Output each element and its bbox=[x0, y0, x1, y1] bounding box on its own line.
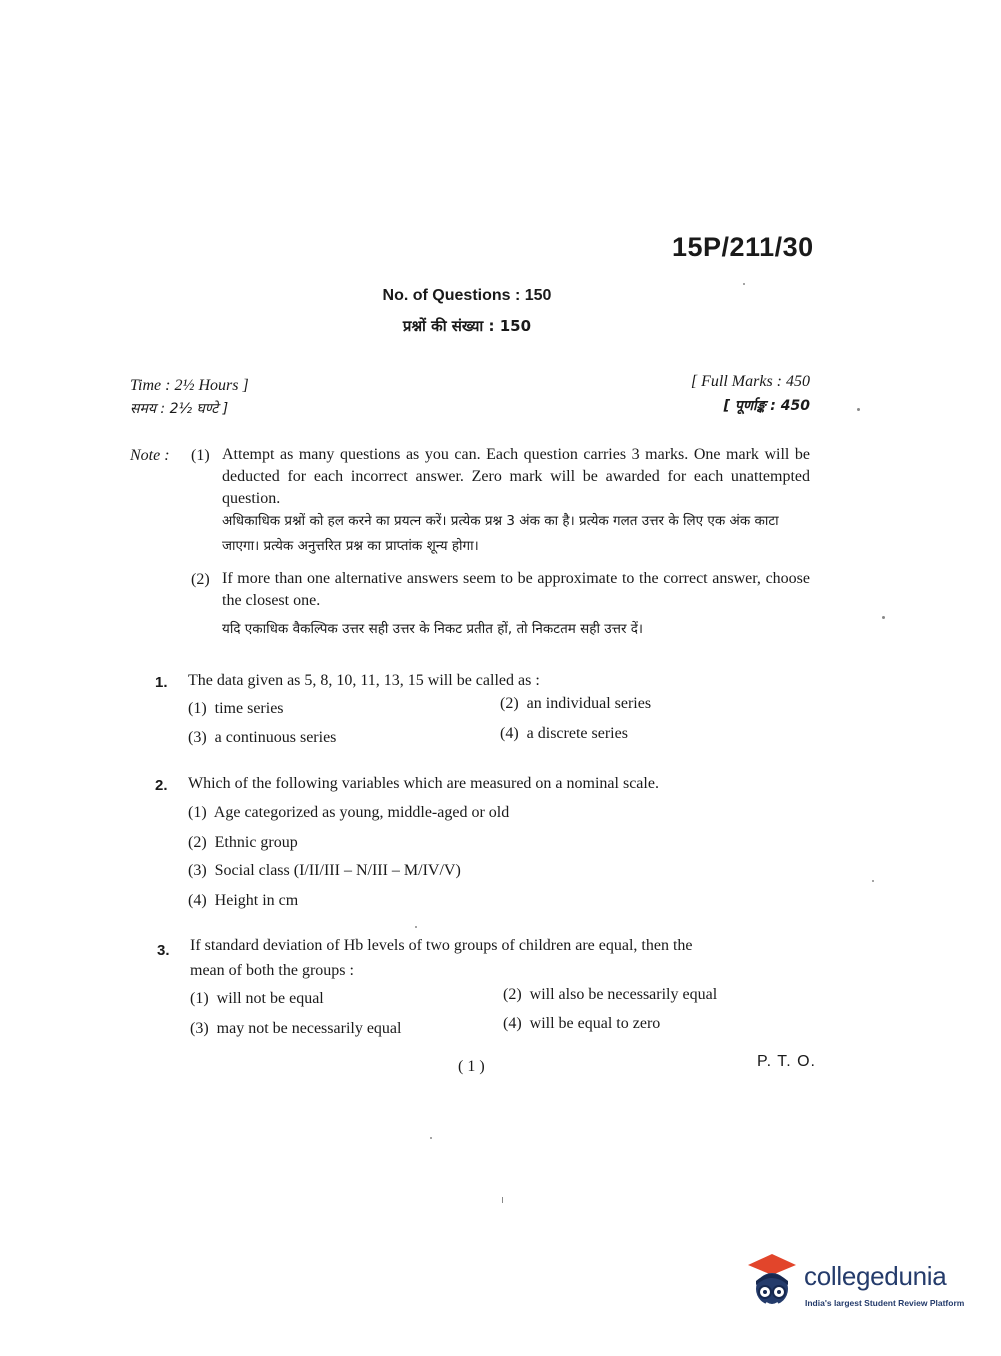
question-text-line-2: mean of both the groups : bbox=[190, 962, 354, 979]
full-marks-en: [ Full Marks : 450 bbox=[690, 373, 810, 390]
paper-code: 15P/211/30 bbox=[672, 232, 814, 262]
option-text: an individual series bbox=[526, 695, 652, 712]
option-number: (2) bbox=[500, 695, 519, 712]
scan-speck bbox=[882, 616, 885, 619]
brand-name: collegedunia bbox=[804, 1261, 947, 1291]
page-number: ( 1 ) bbox=[458, 1058, 485, 1075]
full-marks-hi: [ पूर्णाङ्क : 450 bbox=[723, 398, 810, 414]
option bbox=[500, 695, 651, 713]
option-text: Age categorized as young, middle-aged or old bbox=[213, 804, 510, 821]
option bbox=[188, 804, 509, 822]
option-text: a continuous series bbox=[214, 729, 337, 746]
option-number: (3) bbox=[188, 862, 207, 879]
scan-speck bbox=[743, 283, 745, 285]
number-of-questions-hi: प्रश्नों की संख्या : 150 bbox=[402, 317, 532, 335]
option bbox=[500, 725, 628, 743]
question-number: 3. bbox=[157, 942, 170, 959]
option bbox=[188, 834, 298, 852]
note-item-text-en: If more than one alternative answers seem to be approximate to the correct answer, choose the closest one. bbox=[222, 570, 810, 609]
option-number: (1) bbox=[188, 804, 207, 821]
option-number: (1) bbox=[188, 700, 207, 717]
option-text: will also be necessarily equal bbox=[529, 986, 718, 1003]
question-text: Which of the following variables which are measured on a nominal scale. bbox=[188, 775, 659, 792]
scan-speck bbox=[502, 1197, 503, 1203]
scan-speck bbox=[430, 1137, 432, 1139]
question-number: 1. bbox=[155, 674, 168, 691]
option bbox=[188, 700, 284, 718]
option-number: (2) bbox=[188, 834, 207, 851]
option-number: (2) bbox=[503, 986, 522, 1003]
note-item-text-en: Attempt as many questions as you can. Each question carries 3 marks. One mark will be deducted for each incorrect answer. Zero mark will be awarded for each unattempted question. bbox=[222, 446, 810, 507]
option-number: (1) bbox=[190, 990, 209, 1007]
option-number: (4) bbox=[503, 1015, 522, 1032]
brand-tagline: India's largest Student Review Platform bbox=[805, 1298, 965, 1308]
option-text: will not be equal bbox=[216, 990, 324, 1007]
mascot-icon bbox=[742, 1251, 802, 1315]
option-number: (3) bbox=[188, 729, 207, 746]
pto-label: P. T. O. bbox=[757, 1053, 816, 1070]
scan-speck bbox=[872, 880, 874, 882]
option bbox=[188, 862, 461, 880]
option-text: Social class (I/II/III – N/III – M/IV/V) bbox=[214, 862, 461, 879]
option bbox=[503, 1015, 660, 1033]
option-text: Height in cm bbox=[214, 892, 299, 909]
question-number: 2. bbox=[155, 777, 168, 794]
option-text: time series bbox=[214, 700, 284, 717]
note-item-number: (1) bbox=[191, 447, 210, 464]
option-text: Ethnic group bbox=[214, 834, 298, 851]
option bbox=[188, 892, 298, 910]
option-number: (4) bbox=[188, 892, 207, 909]
number-of-questions-en: No. of Questions : 150 bbox=[382, 287, 552, 304]
note-item-text-hi: यदि एकाधिक वैकल्पिक उत्तर सही उत्तर के निकट प्रतीत हों, तो निकटतम सही उत्तर दें। bbox=[222, 621, 644, 637]
option-text: a discrete series bbox=[526, 725, 628, 742]
option-text: may not be necessarily equal bbox=[216, 1020, 402, 1037]
note-label: Note : bbox=[130, 447, 170, 464]
time-en: Time : 2½ Hours ] bbox=[130, 377, 249, 394]
scan-speck bbox=[415, 926, 417, 928]
note-item-number: (2) bbox=[191, 571, 210, 588]
scan-speck bbox=[857, 408, 860, 411]
option-number: (4) bbox=[500, 725, 519, 742]
option bbox=[190, 990, 324, 1008]
option-number: (3) bbox=[190, 1020, 209, 1037]
option bbox=[190, 1020, 401, 1038]
option bbox=[503, 986, 717, 1004]
question-text: The data given as 5, 8, 10, 11, 13, 15 will be called as : bbox=[188, 672, 540, 689]
option bbox=[188, 729, 336, 747]
option-text: will be equal to zero bbox=[529, 1015, 661, 1032]
question-text-line-1: If standard deviation of Hb levels of two groups of children are equal, then the bbox=[190, 937, 693, 954]
time-hi: समय : 2½ घण्टे ] bbox=[130, 401, 229, 417]
note-item-text-hi: अधिकाधिक प्रश्नों को हल करने का प्रयत्न करें। प्रत्येक प्रश्न 3 अंक का है। प्रत्येक गलत उत्तर के लिए एक अंक काटा जाएगा। प्रत्येक अनुत्तरित प्रश्न का प्राप्तांक शून्य होगा। bbox=[222, 513, 779, 554]
